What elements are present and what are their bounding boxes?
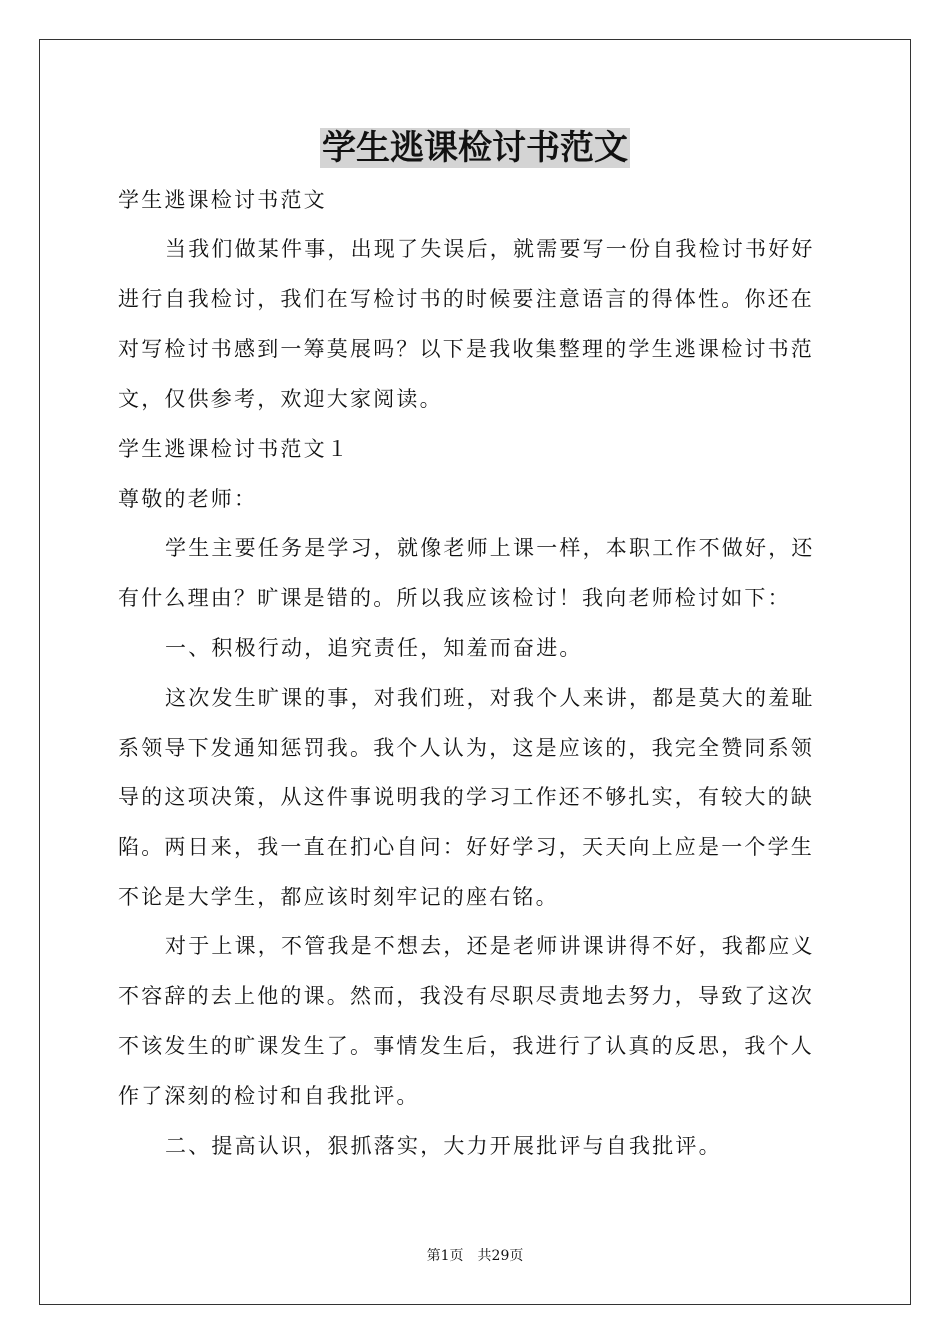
paragraph-line: 二、提高认识，狠抓落实，大力开展批评与自我批评。: [165, 1134, 722, 1158]
paragraph-line: 作了深刻的检讨和自我批评。: [118, 1084, 420, 1108]
salutation: 尊敬的老师：: [118, 487, 258, 511]
paragraph-line: 不该发生的旷课发生了。事情发生后，我进行了认真的反思，我个人: [118, 1034, 814, 1058]
paragraph-line: 有什么理由？旷课是错的。所以我应该检讨！我向老师检讨如下：: [118, 586, 791, 610]
subtitle-line: 学生逃课检讨书范文: [118, 188, 327, 212]
paragraph-line: 一、积极行动，追究责任，知羞而奋进。: [165, 636, 583, 660]
paragraph-line: 当我们做某件事，出现了失误后，就需要写一份自我检讨书好好: [165, 237, 815, 261]
section-heading: 学生逃课检讨书范文１: [118, 437, 350, 461]
paragraph-line: 导的这项决策，从这件事说明我的学习工作还不够扎实，有较大的缺: [118, 785, 814, 809]
page-border: [39, 39, 911, 1305]
paragraph-line: 对写检讨书感到一筹莫展吗？以下是我收集整理的学生逃课检讨书范: [118, 337, 814, 361]
paragraph-line: 陷。两日来，我一直在扪心自问：好好学习，天天向上应是一个学生: [118, 835, 814, 859]
paragraph-line: 进行自我检讨，我们在写检讨书的时候要注意语言的得体性。你还在: [118, 287, 814, 311]
paragraph-line: 系领导下发通知惩罚我。我个人认为，这是应该的，我完全赞同系领: [118, 736, 814, 760]
document-title-text: 学生逃课检讨书范文: [322, 128, 628, 168]
paragraph-line: 不论是大学生，都应该时刻牢记的座右铭。: [118, 885, 559, 909]
paragraph-line: 这次发生旷课的事，对我们班，对我个人来讲，都是莫大的羞耻: [165, 686, 815, 710]
page-footer: 第1页 共29页: [426, 1248, 524, 1264]
paragraph-line: 不容辞的去上他的课。然而，我没有尽职尽责地去努力，导致了这次: [118, 984, 814, 1008]
paragraph-line: 学生主要任务是学习，就像老师上课一样，本职工作不做好，还: [165, 536, 815, 560]
paragraph-line: 文，仅供参考，欢迎大家阅读。: [118, 387, 443, 411]
paragraph-line: 对于上课，不管我是不想去，还是老师讲课讲得不好，我都应义: [165, 934, 815, 958]
document-title: [0, 124, 950, 172]
